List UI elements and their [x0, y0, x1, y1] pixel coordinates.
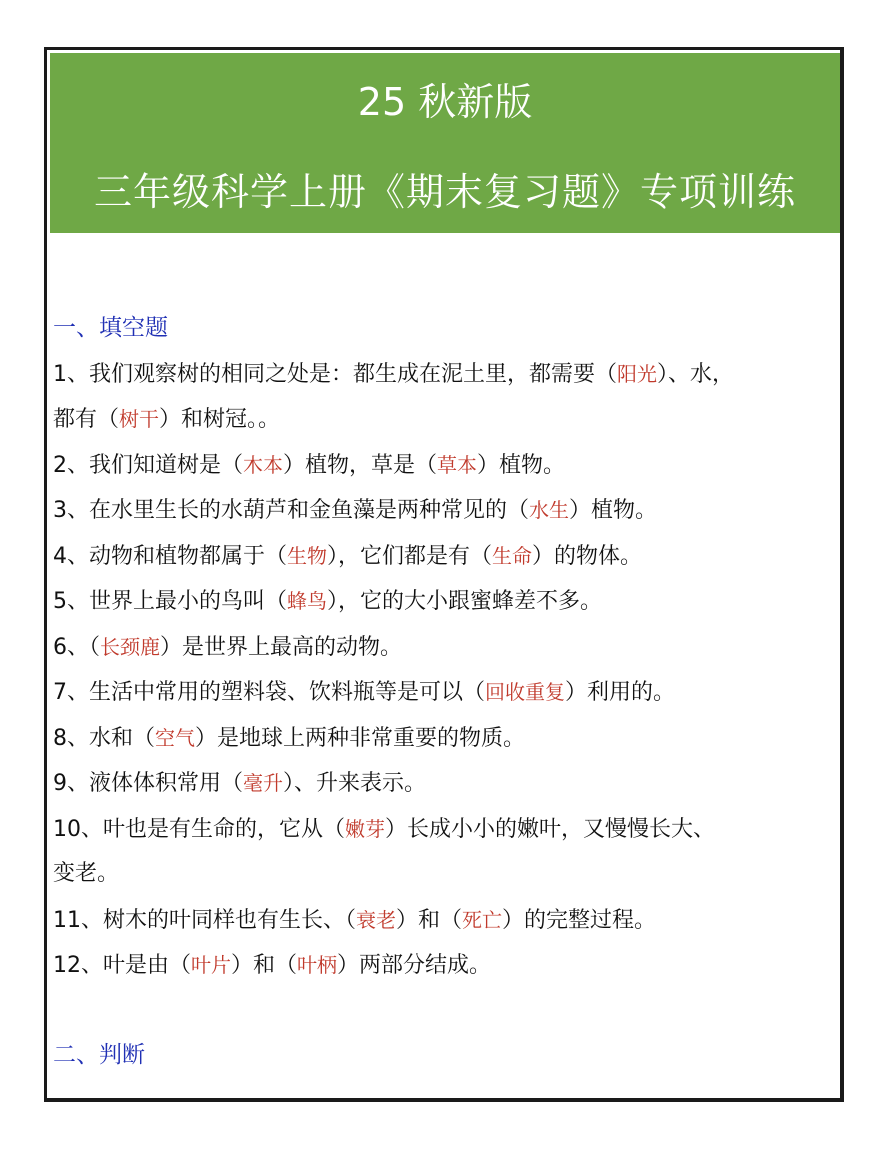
question-text: 都有（ — [53, 407, 120, 432]
answer-text: 草本 — [437, 453, 478, 477]
question-text: 1、我们观察树的相同之处是：都生成在泥土里，都需要（ — [53, 362, 617, 387]
question-text: 12、叶是由（ — [53, 953, 191, 978]
answer-text: 死亡 — [462, 908, 503, 932]
section-heading-fill-blank: 一、填空题 — [53, 315, 168, 341]
question-text: ）的物体。 — [532, 544, 643, 569]
question-line — [53, 359, 843, 390]
answer-text: 毫升 — [243, 771, 283, 795]
question-text: ）、水， — [657, 362, 735, 387]
answer-text: 水生 — [529, 498, 569, 522]
answer-text: 叶柄 — [297, 953, 338, 977]
question-line — [53, 404, 843, 435]
question-text: ）长成小小的嫩叶，又慢慢长大、 — [385, 817, 716, 842]
question-line — [53, 541, 843, 572]
question-text: ）是世界上最高的动物。 — [160, 635, 403, 660]
answer-text: 叶片 — [191, 953, 231, 977]
question-text: ），它们都是有（ — [327, 544, 493, 569]
question-text: 8、水和（ — [53, 726, 155, 751]
answer-text: 树干 — [119, 407, 160, 431]
question-line — [53, 905, 843, 936]
title-line-1: 25 秋新版 — [357, 80, 533, 124]
question-text: 6、（ — [53, 635, 100, 660]
answer-text: 嫩芽 — [345, 817, 385, 841]
answer-text: 蜂鸟 — [287, 589, 327, 613]
question-text: ）和（ — [231, 953, 298, 978]
question-text: ）是地球上两种非常重要的物质。 — [195, 726, 526, 751]
question-line — [53, 632, 843, 663]
question-text: ）和树冠。。 — [159, 407, 281, 432]
title-line-2: 三年级科学上册《期末复习题》专项训练 — [93, 170, 796, 214]
question-text: ）利用的。 — [565, 680, 676, 705]
question-text: ）的完整过程。 — [502, 908, 657, 933]
question-text: 10、叶也是有生命的，它从（ — [53, 817, 345, 842]
question-text: 9、液体体积常用（ — [53, 771, 243, 796]
question-line — [53, 495, 843, 526]
answer-text: 衰老 — [356, 908, 396, 932]
question-text: ）、升来表示。 — [283, 771, 427, 796]
question-text: 7、生活中常用的塑料袋、饮料瓶等是可以（ — [53, 680, 485, 705]
question-line — [53, 677, 843, 708]
question-text: 2、我们知道树是（ — [53, 453, 243, 478]
answer-text: 木本 — [243, 453, 283, 477]
section-heading-judgment: 二、判断 — [53, 1042, 145, 1068]
question-text: 4、动物和植物都属于（ — [53, 544, 287, 569]
answer-text: 回收重复 — [485, 680, 565, 704]
question-line — [53, 859, 843, 889]
question-text: ）植物，草是（ — [283, 453, 438, 478]
question-text: ）植物。 — [569, 498, 658, 523]
question-text: 变老。 — [53, 861, 120, 886]
question-text: 3、在水里生长的水葫芦和金鱼藻是两种常见的（ — [53, 498, 529, 523]
question-text: ）两部分结成。 — [337, 953, 492, 978]
answer-text: 生命 — [492, 544, 533, 568]
question-line — [53, 450, 843, 481]
question-line — [53, 814, 843, 845]
question-text: ）植物。 — [477, 453, 566, 478]
question-line — [53, 950, 843, 981]
question-line — [53, 768, 843, 799]
answer-text: 空气 — [155, 726, 195, 750]
question-text: 11、树木的叶同样也有生长、（ — [53, 908, 356, 933]
question-text: 5、世界上最小的鸟叫（ — [53, 589, 287, 614]
answer-text: 长颈鹿 — [100, 635, 160, 659]
question-text: ），它的大小跟蜜蜂差不多。 — [327, 589, 603, 614]
question-text: ）和（ — [396, 908, 463, 933]
question-line — [53, 723, 843, 754]
answer-text: 阳光 — [617, 362, 657, 386]
question-line — [53, 586, 843, 617]
answer-text: 生物 — [287, 544, 327, 568]
